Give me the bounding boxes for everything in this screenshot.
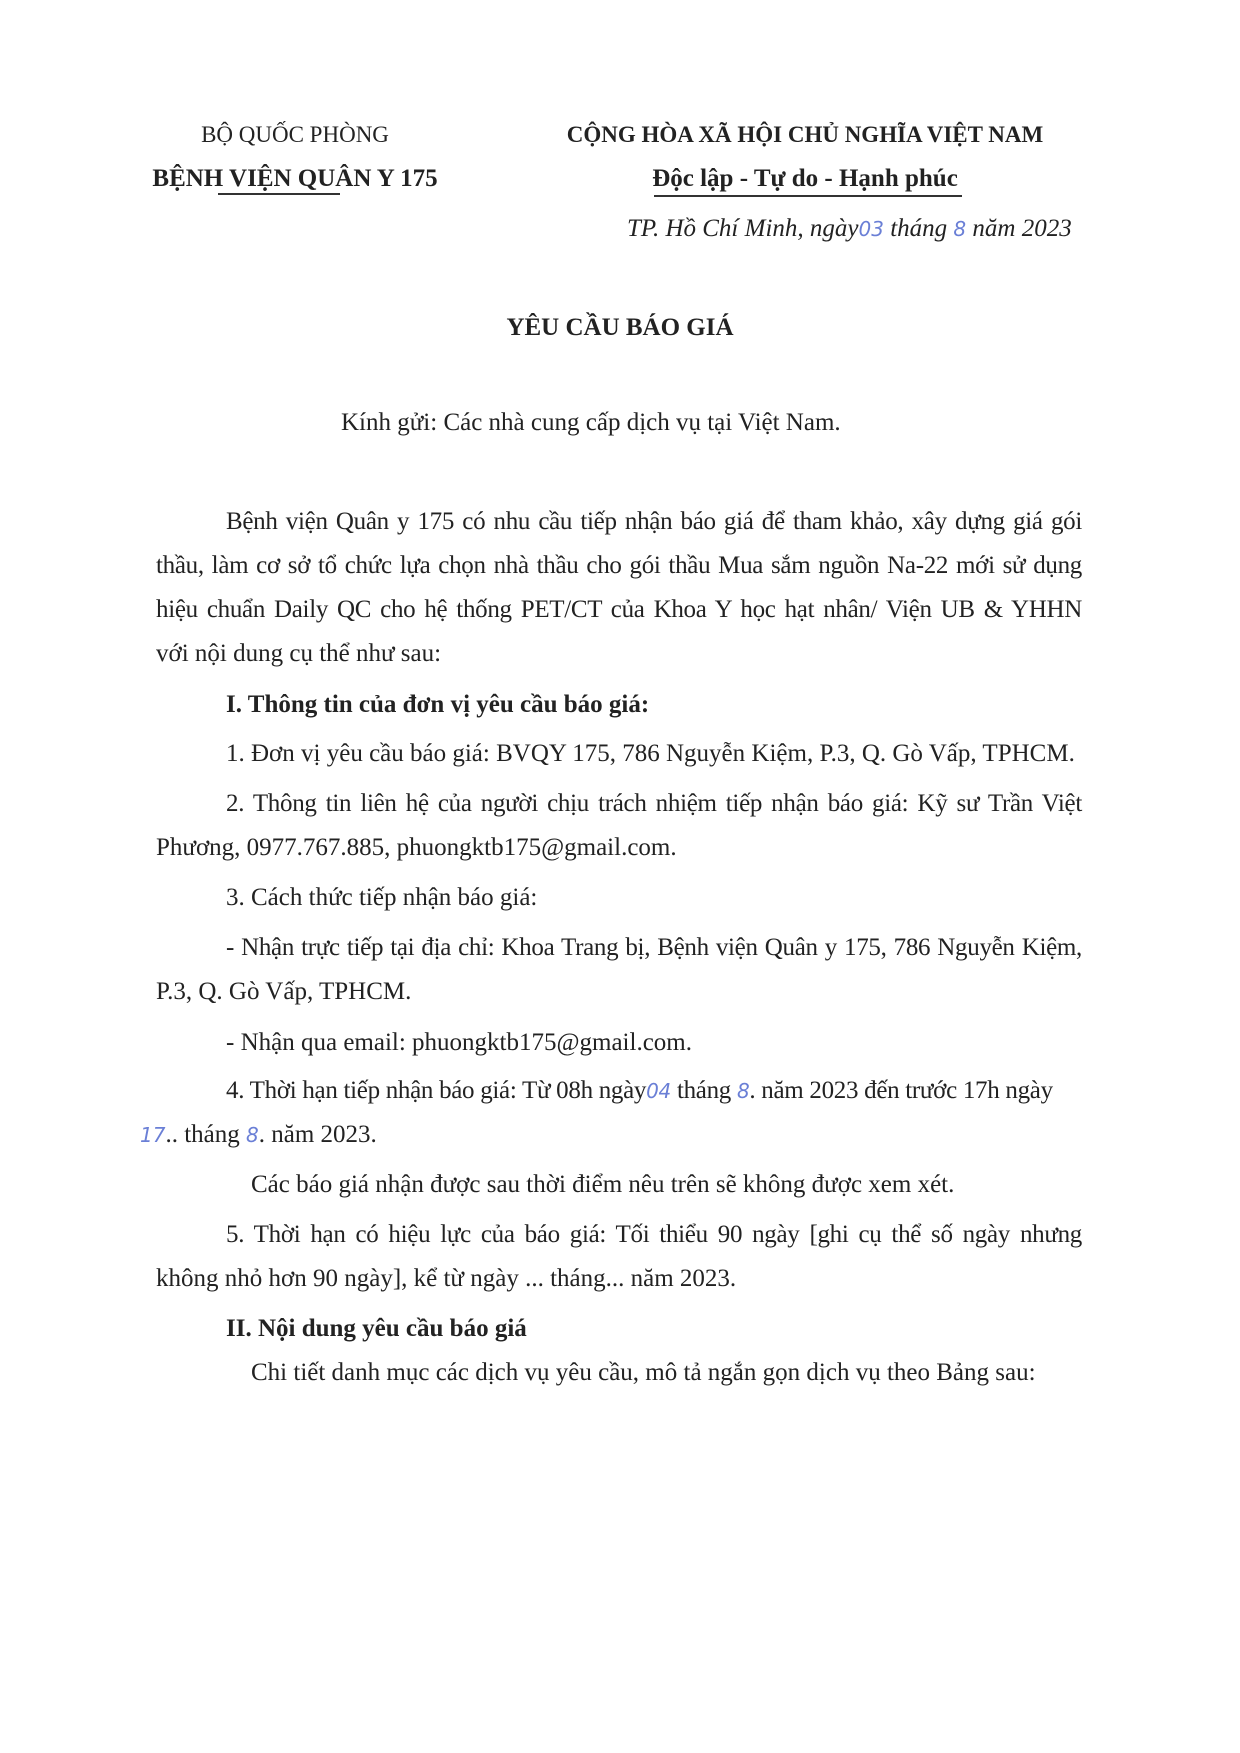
handwritten-day: 03 xyxy=(858,217,884,241)
section2-heading: II. Nội dung yêu cầu báo giá xyxy=(226,1315,527,1342)
document-date: TP. Hồ Chí Minh, ngày03 tháng 8 năm 2023 xyxy=(627,215,1072,242)
item3-direct-line1: - Nhận trực tiếp tại địa chỉ: Khoa Trang bị, Bệnh viện Quân y 175, 786 Nguyễn Kiệm, xyxy=(226,934,1082,961)
item3-email: - Nhận qua email: phuongktb175@gmail.com. xyxy=(226,1029,692,1056)
handwritten-start-month: 8 xyxy=(736,1079,750,1103)
handwritten-month: 8 xyxy=(953,217,967,241)
item4-line2: 17.. tháng 8. năm 2023. xyxy=(140,1121,377,1148)
intro-line: thầu, làm cơ sở tổ chức lựa chọn nhà thầu cho gói thầu Mua sắm nguồn Na-22 mới sử dụng xyxy=(156,552,1082,579)
item5-line1: 5. Thời hạn có hiệu lực của báo giá: Tối thiểu 90 ngày [ghi cụ thể số ngày nhưng xyxy=(226,1221,1082,1248)
note: Các báo giá nhận được sau thời điểm nêu trên sẽ không được xem xét. xyxy=(251,1171,955,1198)
section2-text: Chi tiết danh mục các dịch vụ yêu cầu, mô tả ngắn gọn dịch vụ theo Bảng sau: xyxy=(251,1359,1036,1386)
handwritten-end-month: 8 xyxy=(246,1123,259,1147)
country-name: CỘNG HÒA XÃ HỘI CHỦ NGHĨA VIỆT NAM xyxy=(566,122,1044,147)
item3: 3. Cách thức tiếp nhận báo giá: xyxy=(226,884,538,911)
motto-underline xyxy=(654,195,962,197)
document-title: YÊU CẦU BÁO GIÁ xyxy=(506,314,734,341)
ministry-name: BỘ QUỐC PHÒNG xyxy=(201,122,389,147)
item4-line1: 4. Thời hạn tiếp nhận báo giá: Từ 08h ngày04 tháng 8. năm 2023 đến trước 17h ngày xyxy=(226,1077,1053,1104)
section1-heading: I. Thông tin của đơn vị yêu cầu báo giá: xyxy=(226,691,650,718)
intro-line: hiệu chuẩn Daily QC cho hệ thống PET/CT của Khoa Y học hạt nhân/ Viện UB & YHHN xyxy=(156,596,1082,623)
recipient: Kính gửi: Các nhà cung cấp dịch vụ tại Việt Nam. xyxy=(341,409,841,436)
item1: 1. Đơn vị yêu cầu báo giá: BVQY 175, 786 Nguyễn Kiệm, P.3, Q. Gò Vấp, TPHCM. xyxy=(226,740,1075,767)
motto: Độc lập - Tự do - Hạnh phúc xyxy=(652,165,958,192)
intro-line: với nội dung cụ thể như sau: xyxy=(156,640,442,667)
handwritten-start-day: 04 xyxy=(646,1079,671,1103)
hospital-underline xyxy=(218,193,340,195)
handwritten-end-day: 17 xyxy=(140,1123,166,1147)
item5-line2: không nhỏ hơn 90 ngày], kể từ ngày ... tháng... năm 2023. xyxy=(156,1265,737,1292)
item2-line2: Phương, 0977.767.885, phuongktb175@gmail.com. xyxy=(156,834,677,861)
item3-direct-line2: P.3, Q. Gò Vấp, TPHCM. xyxy=(156,978,412,1005)
intro-line: Bệnh viện Quân y 175 có nhu cầu tiếp nhận báo giá để tham khảo, xây dựng giá gói xyxy=(226,508,1082,535)
hospital-name: BỆNH VIỆN QUÂN Y 175 xyxy=(152,165,438,192)
item2-line1: 2. Thông tin liên hệ của người chịu trách nhiệm tiếp nhận báo giá: Kỹ sư Trần Việt xyxy=(226,790,1082,817)
